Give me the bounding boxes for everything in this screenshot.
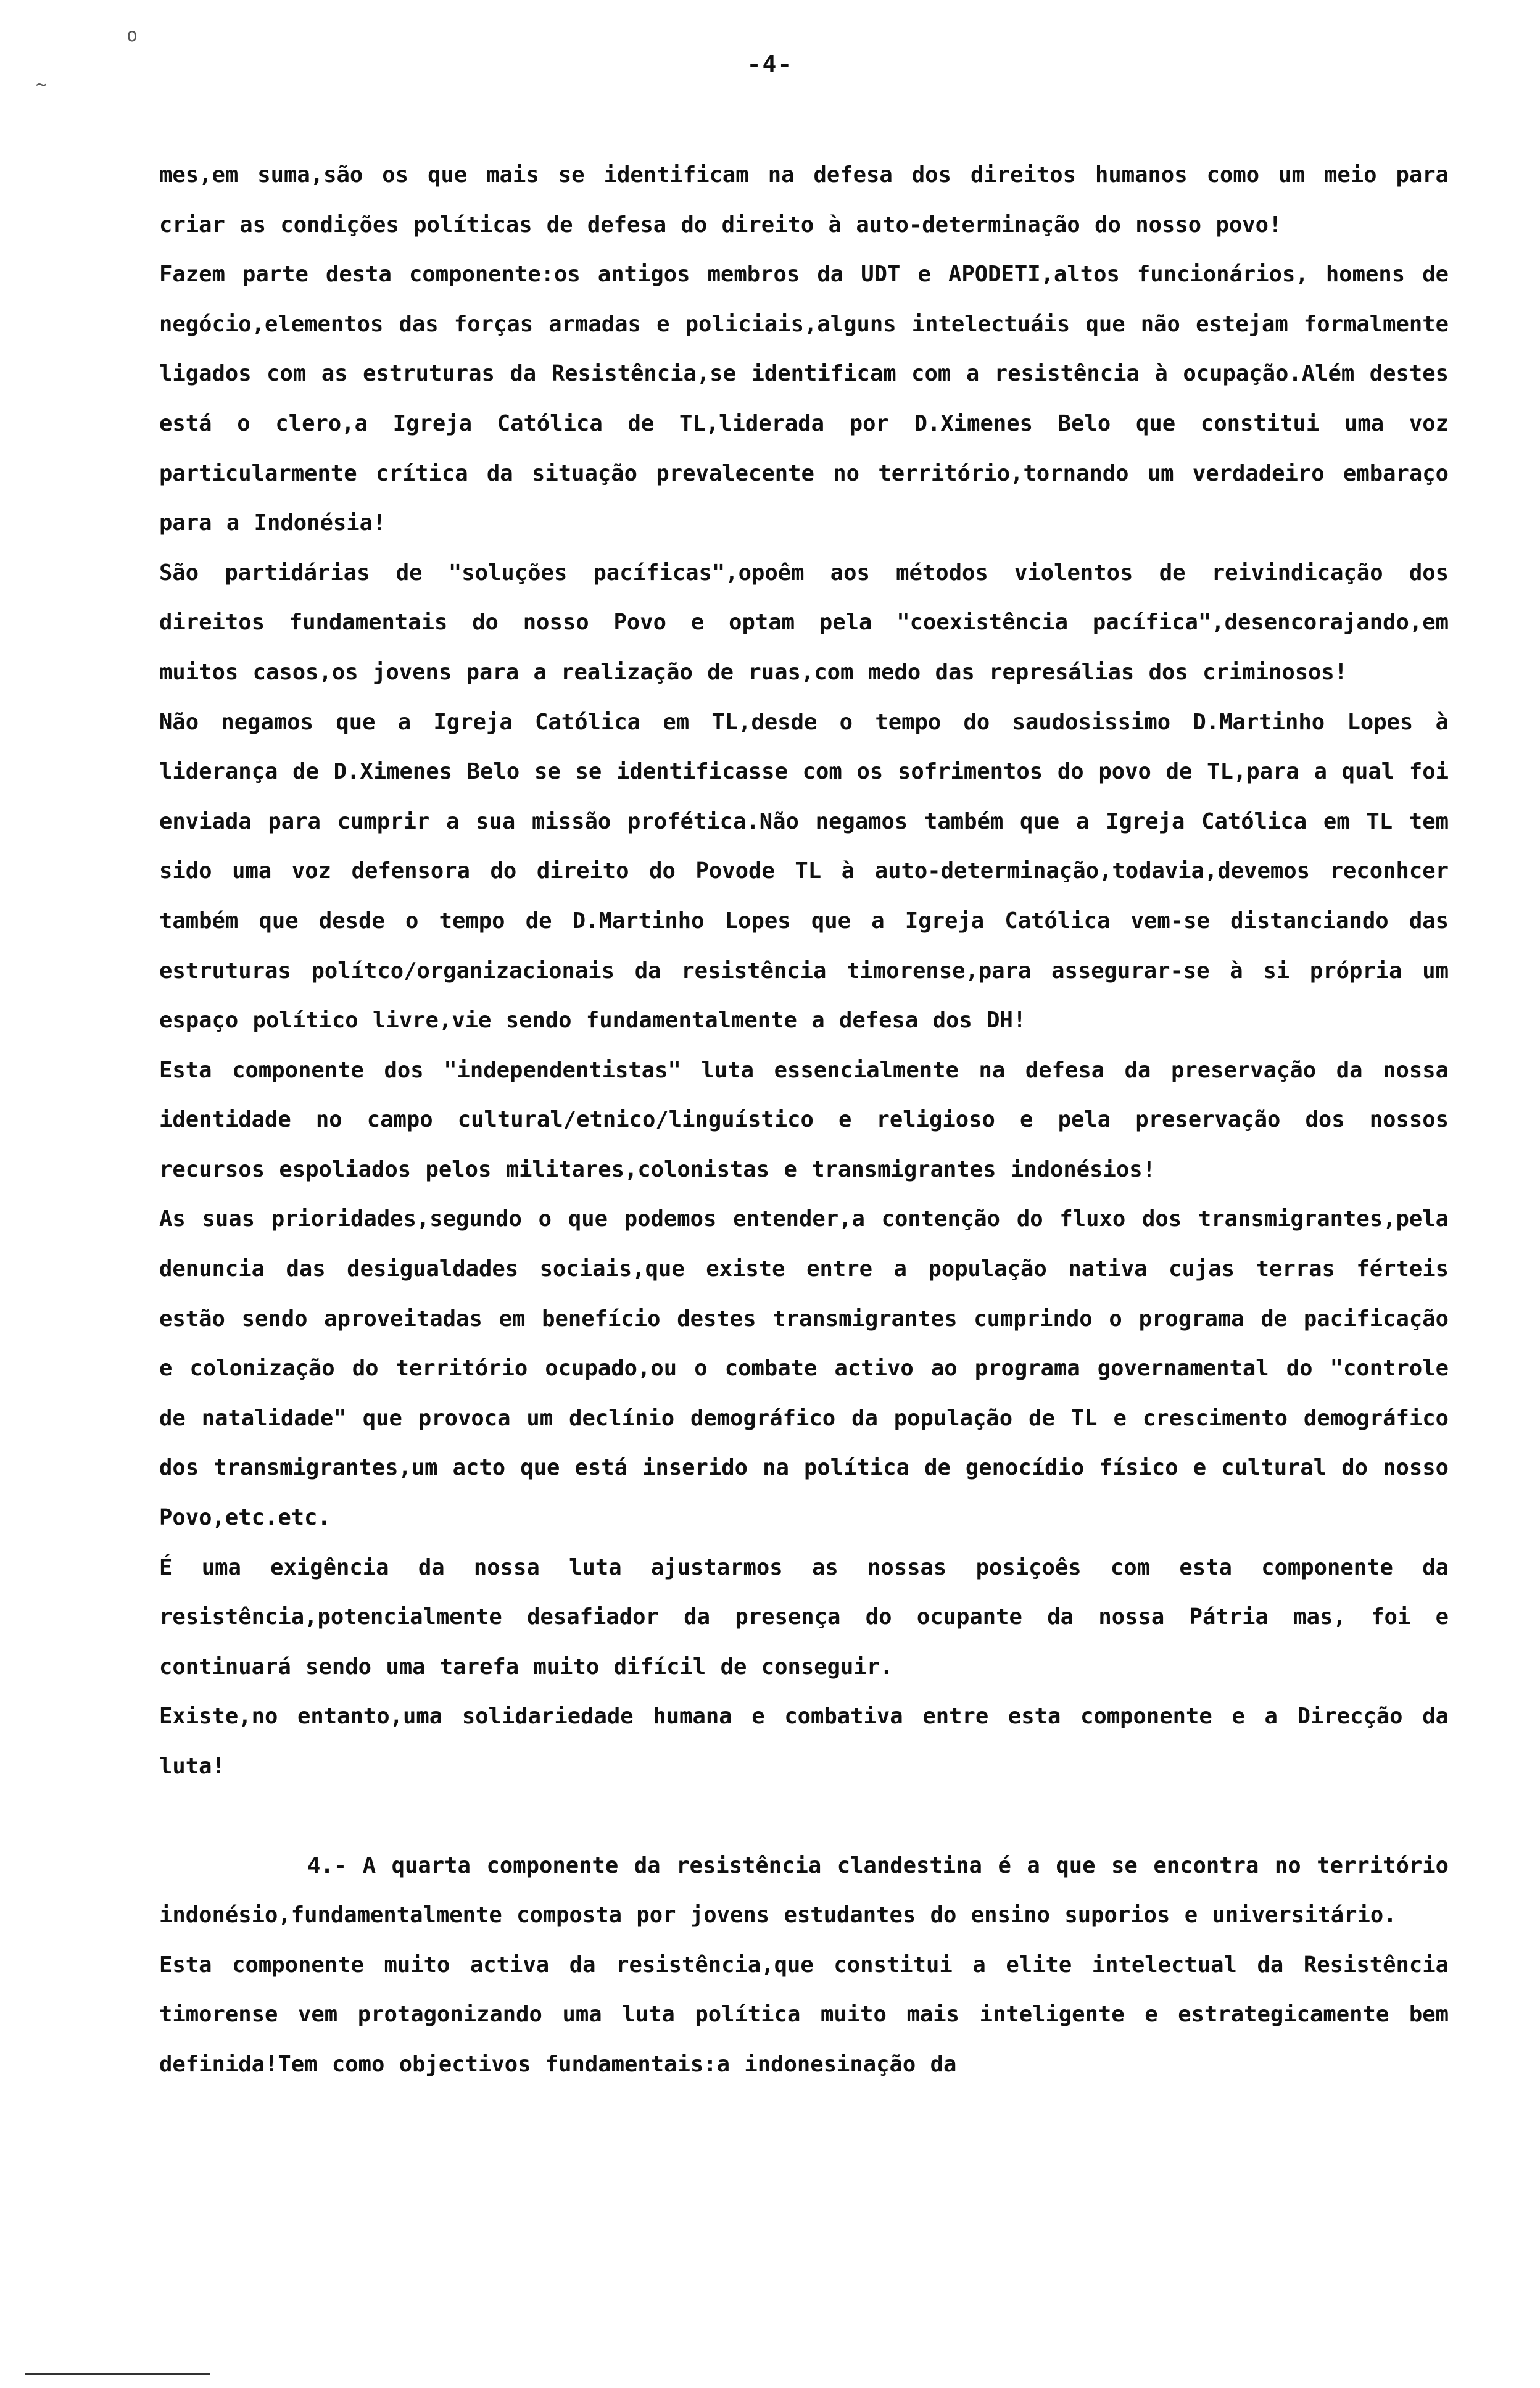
paragraph-demand: É uma exigência da nossa luta ajustarmos as nossas posiçoês com esta componente da resistência,potencialmente desafiador da presença do ocupante da nossa Pátria mas, foi e continuará sendo uma tarefa muito difícil de conseguir.	[159, 1554, 1449, 1680]
paragraph-peaceful-solutions: São partidárias de "soluções pacíficas",opoêm aos métodos violentos de reivindicação dos direitos fundamentais do nosso Povo e optam pela "coexistência pacífica",desencorajando,em muitos casos,os jovens para a realização de ruas,com medo das represálias dos criminosos!	[159, 560, 1449, 685]
typewritten-body	[159, 151, 1449, 2090]
paragraph-component-members: Fazem parte desta componente:os antigos membros da UDT e APODETI,altos funcionários, homens de negócio,elementos das forças armadas e policiais,alguns intelectuáis que não estejam formalmente ligados com as estruturas da Resistência,se identificam com a resistência à ocupação.Além destes está o clero,a Igreja Católica de TL,liderada por D.Ximenes Belo que constitui uma voz particularmente crítica da situação prevalecente no território,tornando um verdadeiro embaraço para a Indonésia!	[159, 262, 1449, 536]
page-bottom-edge	[25, 2373, 210, 2375]
margin-mark-tilde: ~	[36, 74, 48, 96]
paragraph-fourth-component: 4.- A quarta componente da resistência clandestina é a que se encontra no território indonésio,fundamentalmente composta por jovens estudantes do ensino suporios e universitário.	[159, 1852, 1449, 1928]
paragraph-intellectual-elite: Esta componente muito activa da resistência,que constitui a elite intelectual da Resistência timorense vem protagonizando uma luta política muito mais inteligente e estrategicamente bem definida!Tem como objectivos fundamentais:a indonesinação da	[159, 1952, 1449, 2077]
paragraph-independentists: Esta componente dos "independentistas" luta essencialmente na defesa da preservação da nossa identidade no campo cultural/etnico/linguístico e religioso e pela preservação dos nossos recursos espoliados pelos militares,colonistas e transmigrantes indonésios!	[159, 1057, 1449, 1182]
margin-mark-circle: o	[126, 25, 138, 46]
paragraph-solidarity: Existe,no entanto,uma solidariedade humana e combativa entre esta componente e a Direcção da luta!	[159, 1704, 1449, 1779]
paragraph-priorities: As suas prioridades,segundo o que podemos entender,a contenção do fluxo dos transmigrantes,pela denuncia das desigualdades sociais,que existe entre a população nativa cujas terras férteis estão sendo aproveitadas em benefício destes transmigrantes cumprindo o programa de pacificação e colonização do território ocupado,ou o combate activo ao programa governamental do "controle de natalidade" que provoca um declínio demográfico da população de TL e crescimento demográfico dos transmigrantes,um acto que está inserido na política de genocídio físico e cultural do nosso Povo,etc.etc.	[159, 1206, 1449, 1531]
paragraph-continuation: mes,em suma,são os que mais se identificam na defesa dos direitos humanos como um meio para criar as condições políticas de defesa do direito à auto-determinação do nosso povo!	[159, 162, 1449, 238]
paragraph-catholic-church: Não negamos que a Igreja Católica em TL,desde o tempo do saudosissimo D.Martinho Lopes à liderança de D.Ximenes Belo se se identificasse com os sofrimentos do povo de TL,para a qual foi enviada para cumprir a sua missão profética.Não negamos também que a Igreja Católica em TL tem sido uma voz defensora do direito do Povode TL à auto-determinação,todavia,devemos reconhcer também que desde o tempo de D.Martinho Lopes que a Igreja Católica vem-se distanciando das estruturas polítco/organizacionais da resistência timorense,para assegurar-se à si própria um espaço político livre,vie sendo fundamentalmente a defesa dos DH!	[159, 709, 1449, 1034]
page-number: -4-	[747, 51, 793, 78]
